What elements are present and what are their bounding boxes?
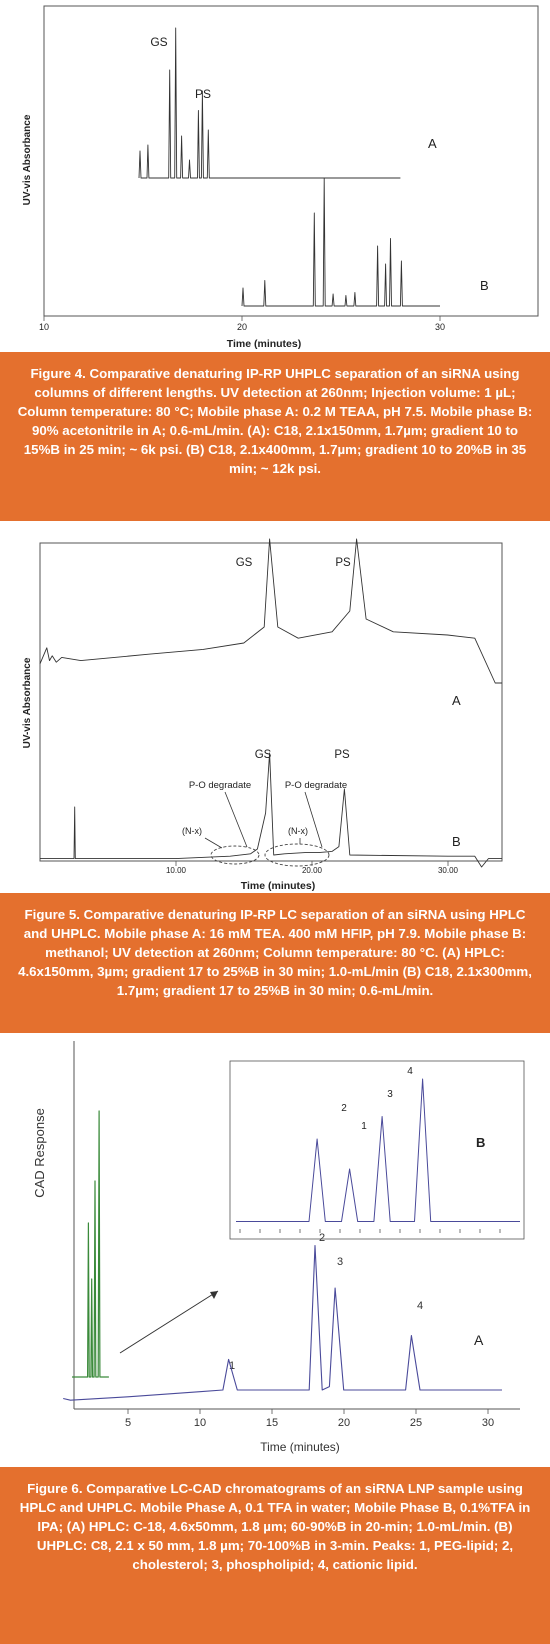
peak-label-gs: GS — [150, 35, 168, 49]
x-tick-label: 25 — [409, 1417, 423, 1429]
x-axis-label: Time (minutes) — [260, 1440, 340, 1454]
y-axis-label: CAD Response — [32, 1108, 47, 1198]
figure-4-caption — [0, 352, 550, 521]
x-tick-label: 10.00 — [165, 866, 187, 875]
figure-5-svg — [0, 521, 550, 893]
peak-label-2: 2 — [318, 1232, 326, 1244]
trace-label-a: A — [428, 136, 437, 151]
zoom-arrow — [120, 1291, 218, 1353]
peak-label-ps-b: PS — [334, 749, 350, 761]
peak-label-ps-a: PS — [335, 557, 351, 569]
figure-4-chart — [0, 0, 550, 352]
inset-peak-label-2: 2 — [341, 1103, 347, 1114]
inset-peak-label-4: 4 — [407, 1066, 413, 1077]
degradate-label-2: P-O degradate — [284, 780, 348, 791]
caption-text: Figure 5. Comparative denaturing IP-RP LC separation of an siRNA using HPLC and UHPLC. Mobile phase A: 16 mM TEA. 400 mM HFIP, pH 7.9. Mobile phase B: methanol; UV detection at 260nm; Column temperature: 80 °C. (A) HPLC: 4.6x150mm, 3µm; gradient 17 to 25%B in 30 min; 1.0-mL/min (B) C18, 2.1x300mm, 1.7µm; gradient 17 to 25%B in 30 min; 0.6-mL/min. — [18, 907, 532, 998]
trace-label-b: B — [476, 1135, 486, 1150]
x-tick-label: 30 — [481, 1417, 495, 1429]
figure-4-svg — [0, 0, 550, 352]
y-axis-label: UV-vis Absorbance — [22, 114, 33, 206]
nx-label-2: (N-x) — [288, 826, 308, 836]
figure-6-svg — [0, 1033, 550, 1467]
trace-label-a: A — [474, 1332, 484, 1348]
nx-label-1: (N-x) — [182, 826, 202, 836]
caption-text: Figure 6. Comparative LC-CAD chromatograms of an siRNA LNP sample using HPLC and UHPLC. Mobile Phase A, 0.1 TFA in water; Mobile Phase B, 0.1%TFA in IPA; (A) HPLC: C-18, 4.6x50mm, 1.8 µm; 60-90%B in 20-min; 1.0-mL/min. (B) UHPLC: C8, 2.1 x 50 mm, 1.8 µm; 70-100%B in 3-min. Peaks: 1, PEG-lipid; 2, cholesterol; 3, phospholipid; 4, cationic lipid. — [19, 1481, 531, 1572]
x-axis-label: Time (minutes) — [226, 338, 302, 350]
trace-label-a: A — [452, 693, 461, 708]
x-tick-label: 20 — [337, 1417, 351, 1429]
trace-label-b: B — [480, 278, 489, 293]
x-tick-label: 30.00 — [437, 866, 459, 875]
trace-b-line — [40, 753, 502, 867]
peak-label-1: 1 — [228, 1360, 236, 1372]
nx-pointer-1 — [205, 838, 222, 848]
trace-b-line — [242, 179, 440, 307]
x-tick-label: 20 — [236, 322, 248, 332]
x-tick-label: 10 — [38, 322, 50, 332]
trace-a-line — [63, 1246, 502, 1401]
plot-frame — [40, 543, 502, 861]
x-tick-label: 20.00 — [301, 866, 323, 875]
inset-frame — [230, 1061, 524, 1239]
x-tick-label: 10 — [193, 1417, 207, 1429]
inset-peak-label-3: 3 — [387, 1089, 393, 1100]
caption-text: Figure 4. Comparative denaturing IP-RP UHPLC separation of an siRNA using columns of different lengths. UV detection at 260nm; Injection volume: 1 µL; Column temperature: 80 °C; Mobile phase A: 0.2 M TEAA, pH 7.5. Mobile phase B: 90% acetonitrile in A; 0.6-mL/min. (A): C18, 2.1x150mm, 1.7µm; gradient 10 to 15%B in 25 min; ~ 6k psi. (B) C18, 2.1x400mm, 1.7µm; gradient 10 to 20%B in 35 min; ~ 12k psi. — [17, 366, 533, 476]
x-tick-label: 15 — [265, 1417, 279, 1429]
figure-6-chart — [0, 1033, 550, 1467]
inset-peak-label-1: 1 — [361, 1121, 367, 1132]
peak-label-gs-b: GS — [254, 749, 272, 761]
x-tick-label: 5 — [124, 1417, 132, 1429]
figure-5-chart — [0, 521, 550, 893]
x-axis-label: Time (minutes) — [240, 880, 316, 892]
figure-5-caption — [0, 893, 550, 1033]
figure-6-caption — [0, 1467, 550, 1644]
degradate-pointer-1 — [225, 792, 247, 847]
peak-label-gs-a: GS — [235, 557, 253, 569]
trace-label-b: B — [452, 834, 461, 849]
trace-a-line — [139, 28, 400, 178]
degradate-label-1: P-O degradate — [188, 780, 252, 791]
trace-a-line — [40, 539, 502, 683]
y-axis-label: UV-vis Absorbance — [22, 657, 33, 749]
peak-label-4: 4 — [416, 1300, 424, 1312]
degradate-pointer-2 — [305, 792, 322, 847]
mini-trace-line — [72, 1111, 109, 1377]
peak-label-3: 3 — [336, 1256, 344, 1268]
x-tick-label: 30 — [434, 322, 446, 332]
peak-label-ps: PS — [194, 87, 212, 101]
plot-frame — [44, 6, 538, 316]
